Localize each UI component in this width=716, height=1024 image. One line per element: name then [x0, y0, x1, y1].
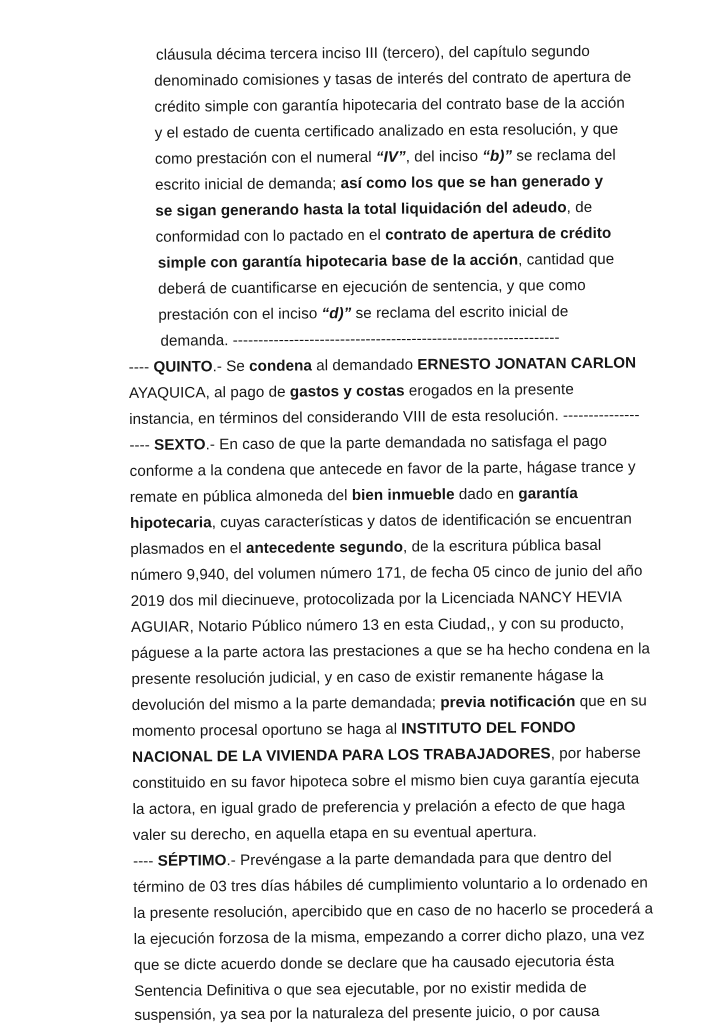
line-text: valer su derecho, en aquella etapa en su eventual apertura. [132, 823, 537, 844]
line-text: que se dicte acuerdo donde se declare que ha causado ejecutoria ésta [133, 952, 615, 974]
text-line [132, 769, 716, 793]
text-line: remate en pública almoneda del bien inmueble dado en garantía [129, 485, 578, 506]
line-text: AGUIAR, Notario Público número 13 en esta Ciudad,, y con su producto, [130, 614, 625, 636]
text-line: prestación con el inciso “d)” se reclama del escrito inicial de [158, 303, 569, 324]
septimo-heading-line: ---- SÉPTIMO.- Prevéngase a la parte demandada para que dentro del [132, 848, 612, 870]
text-line [155, 119, 713, 143]
text-line [154, 93, 712, 117]
text-line [130, 457, 716, 481]
text-line [133, 821, 716, 845]
text-line: devolución del mismo a la parte demandada; previa notificación que en su [131, 692, 647, 714]
text-line [155, 42, 590, 64]
text-line: hipotecaria, cuyas características y datos de identificación se encuentran [130, 510, 632, 532]
line-text: denominado comisiones y tasas de interés del contrato de apertura de [154, 68, 632, 90]
text-line [131, 639, 716, 663]
line-text: cláusula décima tercera inciso III (tercero), del capítulo segundo [155, 42, 590, 64]
text-line [133, 795, 716, 819]
text-line [154, 67, 712, 91]
text-line [131, 587, 716, 611]
text-line: momento procesal oportuno se haga al INSTITUTO DEL FONDO [131, 719, 576, 740]
line-text: la actora, en igual grado de preferencia y prelación a efecto de que haga [132, 796, 626, 818]
text-line: NACIONAL DE LA VIVIENDA PARA LOS TRABAJADORES, por haberse [132, 744, 641, 766]
line-text: suspensión, ya sea por la naturaleza del presente juicio, o por causa [134, 1002, 600, 1024]
text-line [131, 665, 716, 689]
line-text: conforme a la condena que antecede en favor de la parte, hágase trance y [129, 458, 636, 480]
text-line: escrito inicial de demanda; así como los que se han generado y [155, 172, 604, 194]
text-line [129, 405, 715, 429]
text-line [134, 951, 716, 975]
line-text: crédito simple con garantía hipotecaria del contrato base de la acción [154, 94, 625, 116]
sexto-heading-line: ---- SEXTO.- En caso de que la parte demandada no satisfaga el pago [129, 432, 608, 454]
line-text: 2019 dos mil diecinueve, protocolizada por la Licenciada NANCY HEVIA [130, 588, 622, 610]
text-line: se sigan generando hasta la total liquidación del adeudo, de [155, 198, 593, 220]
line-text: demanda. ---------------------------------------------------------------- [160, 329, 560, 350]
line-text: la ejecución forzosa de la misma, empezando a correr dicho plazo, una vez [133, 926, 645, 948]
quinto-heading-line: ---- QUINTO.- Se condena al demandado ERNESTO JONATAN CARLON [128, 354, 637, 376]
line-text: constituido en su favor hipoteca sobre el mismo bien cuya garantía ejecuta [132, 770, 640, 792]
text-line [134, 1001, 716, 1024]
text-line [133, 873, 716, 897]
line-text: páguese a la parte actora las prestaciones a que se ha hecho condena en la [131, 640, 651, 662]
text-line [160, 327, 714, 351]
text-line [131, 613, 716, 637]
text-line: como prestación con el numeral “IV”, del inciso “b)” se reclama del [154, 146, 616, 168]
line-text: presente resolución judicial, y en caso de existir remanente hágase la [131, 666, 604, 688]
text-line: AYAQUICA, al pago de gastos y costas erogados en la presente [128, 381, 574, 402]
line-text: número 9,940, del volumen número 171, de fecha 05 cinco de junio del año [130, 562, 643, 584]
text-line: conformidad con lo pactado en el contrato de apertura de crédito [155, 224, 612, 246]
text-line [158, 275, 714, 299]
text-line: simple con garantía hipotecaria base de la acción, cantidad que [157, 250, 615, 272]
text-line: plasmados en el antecedente segundo, de la escritura pública basal [130, 536, 602, 558]
line-text: instancia, en términos del considerando VIII de esta resolución. --------------- [129, 406, 640, 428]
text-line [133, 899, 716, 923]
line-text: la presente resolución, apercibido que en caso de no hacerlo se procederá a [133, 900, 654, 922]
line-text: término de 03 tres días hábiles dé cumplimiento voluntario a lo ordenado en [133, 874, 648, 896]
line-text: y el estado de cuenta certificado analizado en esta resolución, y que [154, 120, 619, 142]
line-text: Sentencia Definitiva o que sea ejecutable, por no existir medida de [134, 979, 587, 1000]
text-line [134, 977, 716, 1001]
text-line [134, 925, 716, 949]
line-text: deberá de cuantificarse en ejecución de sentencia, y que como [157, 277, 586, 298]
text-line [130, 561, 716, 585]
